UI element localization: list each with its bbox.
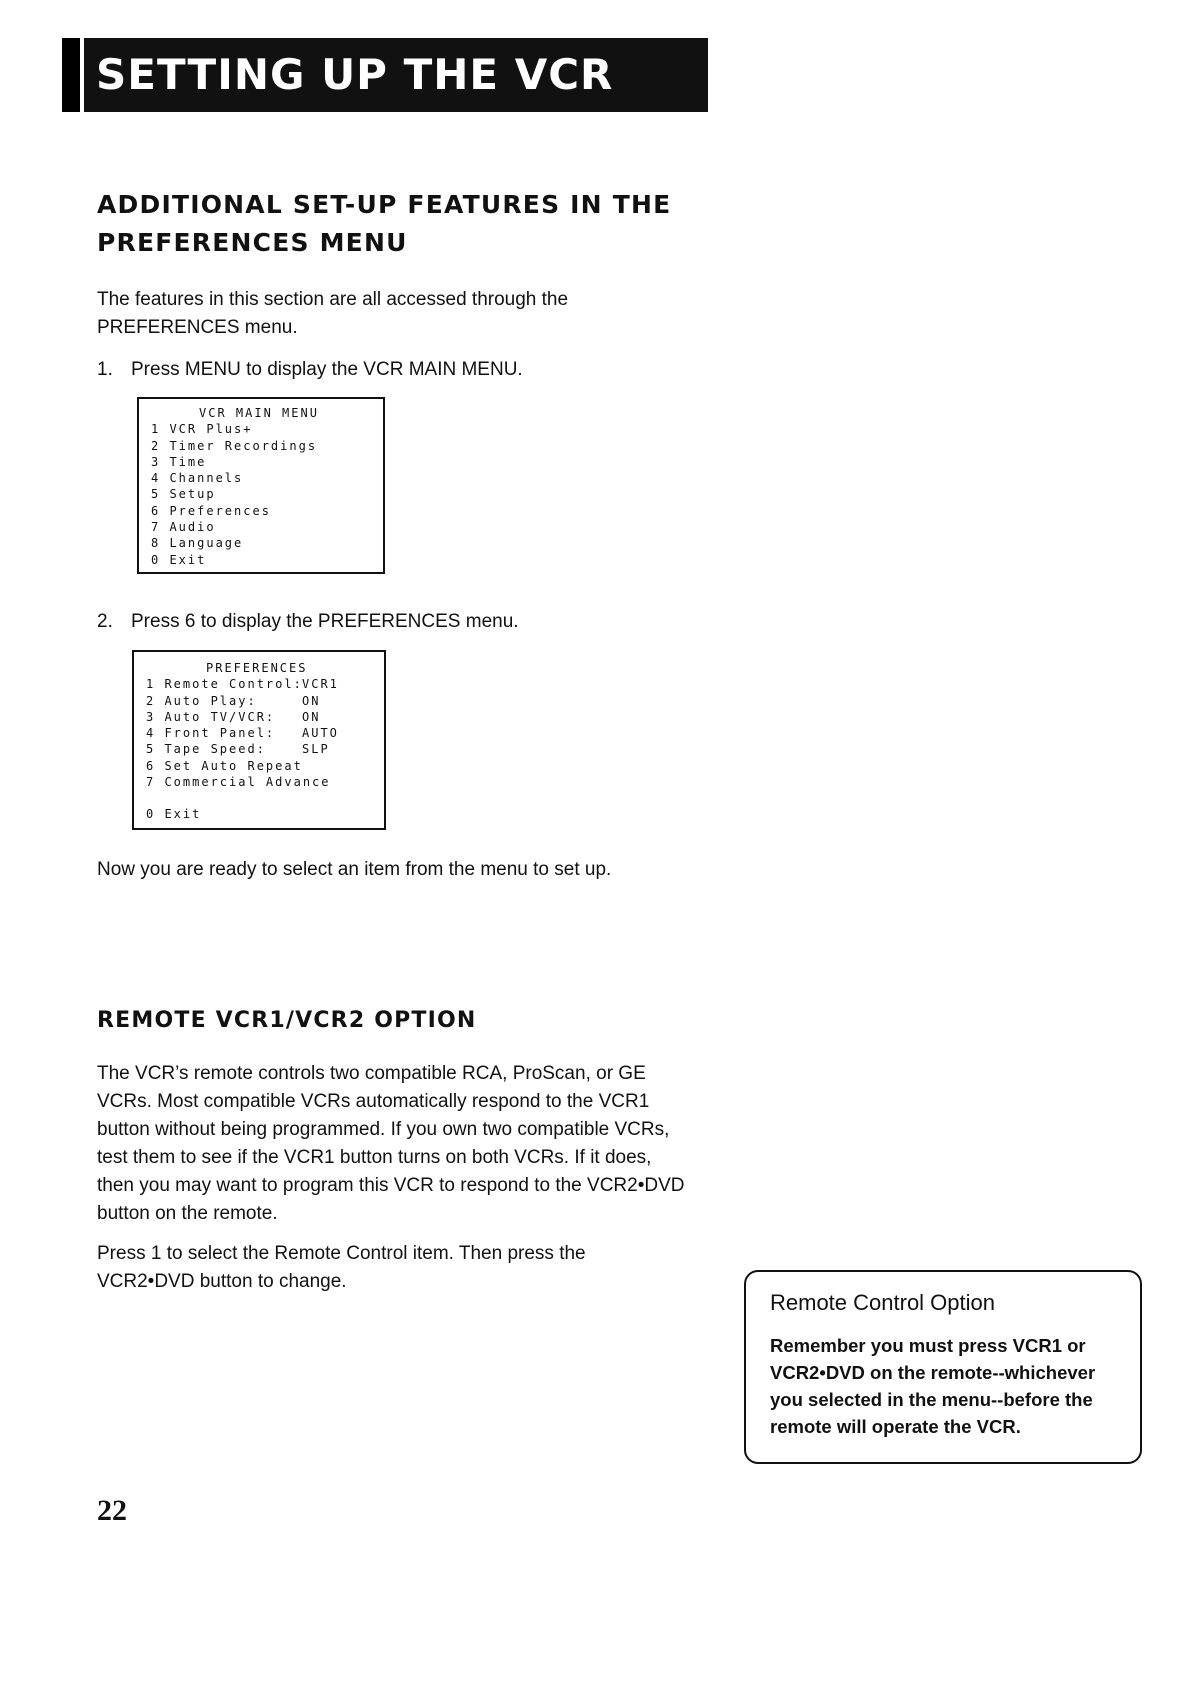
chapter-banner: [62, 38, 708, 112]
main-menu-item: 2 Timer Recordings: [151, 438, 318, 453]
pref-menu-item: 3 Auto TV/VCR: ON: [146, 709, 321, 724]
main-menu-item: 3 Time: [151, 454, 207, 469]
pref-menu-item: 1 Remote Control:VCR1: [146, 677, 339, 692]
pref-menu-title: PREFERENCES: [206, 661, 308, 675]
main-menu-item: 5 Setup: [151, 487, 216, 502]
step-1: [97, 356, 523, 384]
remote-option-instructions: Press 1 to select the Remote Control item. Then press the VCR2•DVD button to change.: [97, 1243, 586, 1292]
main-menu-item: 4 Channels: [151, 471, 244, 486]
banner-accent-bar: [62, 38, 84, 112]
vcr-main-menu-screen: [137, 397, 385, 574]
step-1-text: Press MENU to display the VCR MAIN MENU.: [131, 359, 523, 380]
section-heading-preferences: ADDITIONAL SET-UP FEATURES IN THE PREFERENCES MENU: [97, 190, 672, 257]
pref-menu-item: 4 Front Panel: AUTO: [146, 726, 339, 741]
pref-menu-item: 7 Commercial Advance: [146, 775, 331, 790]
chapter-title: SETTING UP THE VCR: [96, 50, 614, 99]
preferences-menu-screen: [132, 650, 386, 830]
main-menu-item: 6 Preferences: [151, 503, 271, 518]
pref-menu-item: 6 Set Auto Repeat: [146, 758, 303, 773]
step-2: [97, 608, 519, 636]
ready-paragraph: Now you are ready to select an item from the menu to set up.: [97, 859, 612, 880]
remote-option-paragraph: The VCR’s remote controls two compatible RCA, ProScan, or GE VCRs. Most compatible VCRs automatically respond to the VCR1 button without being programmed. If you own two compatible VCRs, test them to see if the VCR1 button turns on both VCRs. If it does, then you may want to program this VCR to respond to the VCR2•DVD button on the remote.: [97, 1063, 685, 1224]
section-heading-remote-option: REMOTE VCR1/VCR2 OPTION: [97, 1008, 477, 1033]
step-2-number: 2.: [97, 611, 113, 632]
page-number: 22: [97, 1494, 127, 1527]
main-menu-item: 7 Audio: [151, 520, 216, 535]
main-menu-item: 8 Language: [151, 536, 244, 551]
note-body: Remember you must press VCR1 or VCR2•DVD on the remote--whichever you selected in the menu--before the remote will operate the VCR.: [770, 1335, 1096, 1437]
pref-menu-item: 5 Tape Speed: SLP: [146, 742, 330, 757]
main-menu-item: 0 Exit: [151, 552, 207, 567]
note-title: Remote Control Option: [770, 1290, 995, 1315]
step-1-number: 1.: [97, 359, 113, 380]
pref-menu-exit: 0 Exit: [146, 807, 202, 822]
pref-menu-item: 2 Auto Play: ON: [146, 693, 321, 708]
step-2-text: Press 6 to display the PREFERENCES menu.: [131, 611, 519, 632]
main-menu-title: VCR MAIN MENU: [199, 406, 319, 420]
intro-paragraph: The features in this section are all accessed through the PREFERENCES menu.: [97, 289, 569, 338]
remote-control-note-box: [744, 1270, 1142, 1464]
main-menu-item: 1 VCR Plus+: [151, 422, 253, 437]
